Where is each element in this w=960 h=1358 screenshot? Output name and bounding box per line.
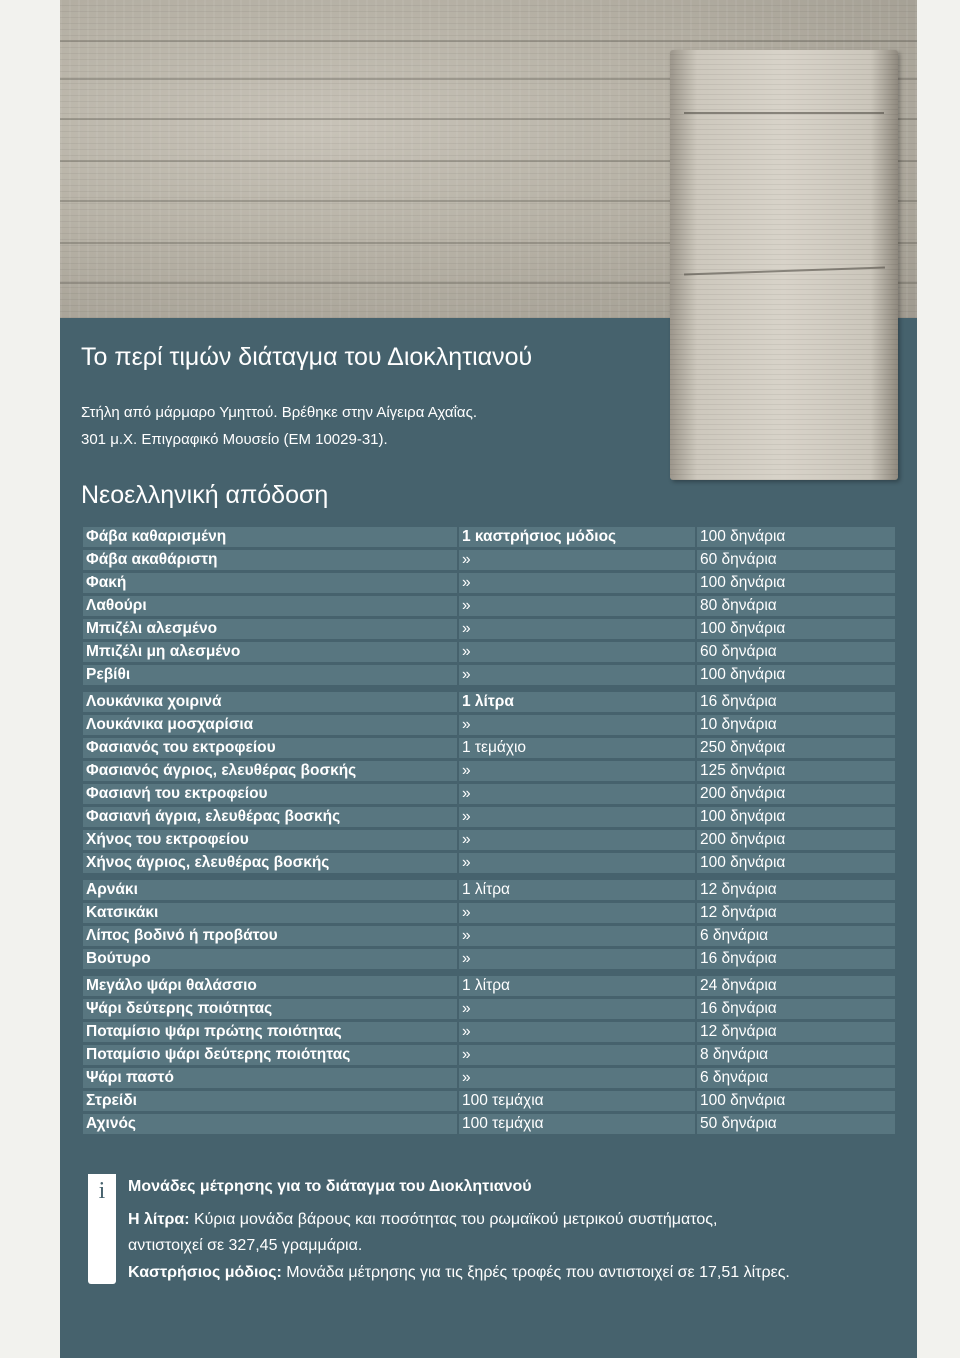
table-row <box>83 903 895 923</box>
table-row <box>83 761 895 781</box>
item-name: Αχινός <box>83 1114 457 1134</box>
table-row <box>83 550 895 570</box>
item-name: Βούτυρο <box>83 949 457 969</box>
item-name: Ψάρι παστό <box>83 1068 457 1088</box>
table-row <box>83 527 895 547</box>
table-row <box>83 999 895 1019</box>
item-price: 16 δηνάρια <box>697 692 895 712</box>
section-subtitle: Νεοελληνική απόδοση <box>81 481 329 509</box>
notes-heading: Μονάδες μέτρησης για το διάταγμα του Διοκλητιανού <box>128 1178 532 1195</box>
table-row <box>83 926 895 946</box>
table-row <box>83 830 895 850</box>
item-name: Φασιανός άγριος, ελευθέρας βοσκής <box>83 761 457 781</box>
item-name: Φακή <box>83 573 457 593</box>
item-price: 6 δηνάρια <box>697 1068 895 1088</box>
item-name: Φασιανός του εκτροφείου <box>83 738 457 758</box>
table-row <box>83 784 895 804</box>
item-price: 100 δηνάρια <box>697 853 895 873</box>
item-unit: » <box>459 642 695 662</box>
item-price: 125 δηνάρια <box>697 761 895 781</box>
item-name: Χήνος του εκτροφείου <box>83 830 457 850</box>
item-price: 16 δηνάρια <box>697 999 895 1019</box>
item-unit: » <box>459 807 695 827</box>
item-name: Μεγάλο ψάρι θαλάσσιο <box>83 976 457 996</box>
table-row <box>83 715 895 735</box>
litra-label: Η λίτρα: <box>128 1210 190 1228</box>
measurement-notes <box>128 1174 898 1286</box>
litra-text-cont: αντιστοιχεί σε 327,45 γραμμάρια. <box>128 1237 363 1254</box>
item-price: 8 δηνάρια <box>697 1045 895 1065</box>
price-table <box>83 527 895 1137</box>
page-title: Το περί τιμών διάταγμα του Διοκλητιανού <box>81 343 533 371</box>
item-price: 10 δηνάρια <box>697 715 895 735</box>
item-price: 100 δηνάρια <box>697 1091 895 1111</box>
info-icon-glyph: i <box>98 1178 106 1204</box>
item-unit: 1 λίτρα <box>459 976 695 996</box>
item-price: 24 δηνάρια <box>697 976 895 996</box>
item-price: 100 δηνάρια <box>697 619 895 639</box>
item-unit: » <box>459 761 695 781</box>
item-unit: 1 καστρήσιος μόδιος <box>459 527 695 547</box>
item-price: 12 δηνάρια <box>697 903 895 923</box>
table-row <box>83 619 895 639</box>
modios-text: Μονάδα μέτρησης για τις ξηρές τροφές που αντιστοιχεί σε 17,51 λίτρες. <box>281 1263 790 1281</box>
item-price: 50 δηνάρια <box>697 1114 895 1134</box>
item-unit: » <box>459 784 695 804</box>
item-price: 200 δηνάρια <box>697 784 895 804</box>
item-unit: 1 λίτρα <box>459 692 695 712</box>
item-unit: » <box>459 949 695 969</box>
caption-line: Στήλη από μάρμαρο Υμηττού. Βρέθηκε στην Αίγειρα Αχαΐας. <box>81 404 477 421</box>
item-unit: » <box>459 596 695 616</box>
table-row <box>83 642 895 662</box>
item-name: Φασιανή του εκτροφείου <box>83 784 457 804</box>
item-price: 200 δηνάρια <box>697 830 895 850</box>
item-unit: » <box>459 830 695 850</box>
table-row <box>83 807 895 827</box>
item-unit: » <box>459 1045 695 1065</box>
item-unit: » <box>459 550 695 570</box>
table-row <box>83 853 895 873</box>
item-price: 100 δηνάρια <box>697 665 895 685</box>
litra-text: Κύρια μονάδα βάρους και ποσότητας του ρωμαϊκού μετρικού συστήματος, <box>189 1210 718 1228</box>
item-name: Φάβα ακαθάριστη <box>83 550 457 570</box>
item-name: Χήνος άγριος, ελευθέρας βοσκής <box>83 853 457 873</box>
item-unit: 100 τεμάχια <box>459 1091 695 1111</box>
item-price: 6 δηνάρια <box>697 926 895 946</box>
table-row <box>83 1068 895 1088</box>
table-row <box>83 1114 895 1134</box>
item-name: Ποταμίσιο ψάρι πρώτης ποιότητας <box>83 1022 457 1042</box>
table-row <box>83 1091 895 1111</box>
item-name: Στρείδι <box>83 1091 457 1111</box>
item-unit: » <box>459 903 695 923</box>
caption-line: 301 μ.Χ. Επιγραφικό Μουσείο (ΕΜ 10029-31). <box>81 431 388 448</box>
item-name: Λίπος βοδινό ή προβάτου <box>83 926 457 946</box>
table-row <box>83 976 895 996</box>
litra-note <box>128 1207 898 1234</box>
table-row <box>83 596 895 616</box>
item-unit: » <box>459 619 695 639</box>
table-row <box>83 573 895 593</box>
item-name: Ρεβίθι <box>83 665 457 685</box>
item-unit: » <box>459 926 695 946</box>
item-unit: » <box>459 573 695 593</box>
item-name: Κατσικάκι <box>83 903 457 923</box>
table-row <box>83 665 895 685</box>
stele-photo <box>670 50 898 480</box>
item-price: 12 δηνάρια <box>697 1022 895 1042</box>
item-price: 100 δηνάρια <box>697 527 895 547</box>
item-unit: » <box>459 999 695 1019</box>
modios-note <box>128 1260 898 1287</box>
item-name: Αρνάκι <box>83 880 457 900</box>
item-price: 250 δηνάρια <box>697 738 895 758</box>
table-row <box>83 692 895 712</box>
item-unit: » <box>459 715 695 735</box>
table-row <box>83 949 895 969</box>
item-name: Ψάρι δεύτερης ποιότητας <box>83 999 457 1019</box>
item-price: 60 δηνάρια <box>697 550 895 570</box>
item-name: Λουκάνικα μοσχαρίσια <box>83 715 457 735</box>
table-row <box>83 880 895 900</box>
item-name: Λουκάνικα χοιρινά <box>83 692 457 712</box>
item-name: Λαθούρι <box>83 596 457 616</box>
item-unit: » <box>459 665 695 685</box>
item-name: Μπιζέλι αλεσμένο <box>83 619 457 639</box>
item-name: Μπιζέλι μη αλεσμένο <box>83 642 457 662</box>
item-unit: » <box>459 1022 695 1042</box>
item-price: 16 δηνάρια <box>697 949 895 969</box>
item-unit: 1 τεμάχιο <box>459 738 695 758</box>
item-unit: » <box>459 853 695 873</box>
table-row <box>83 738 895 758</box>
modios-label: Καστρήσιος μόδιος: <box>128 1263 282 1281</box>
item-name: Ποταμίσιο ψάρι δεύτερης ποιότητας <box>83 1045 457 1065</box>
table-row <box>83 1045 895 1065</box>
item-unit: 1 λίτρα <box>459 880 695 900</box>
item-price: 60 δηνάρια <box>697 642 895 662</box>
info-icon <box>88 1174 116 1284</box>
item-price: 100 δηνάρια <box>697 573 895 593</box>
item-name: Φάβα καθαρισμένη <box>83 527 457 547</box>
table-row <box>83 1022 895 1042</box>
item-price: 12 δηνάρια <box>697 880 895 900</box>
item-name: Φασιανή άγρια, ελευθέρας βοσκής <box>83 807 457 827</box>
item-price: 100 δηνάρια <box>697 807 895 827</box>
item-price: 80 δηνάρια <box>697 596 895 616</box>
item-unit: » <box>459 1068 695 1088</box>
image-caption <box>81 399 641 453</box>
item-unit: 100 τεμάχια <box>459 1114 695 1134</box>
